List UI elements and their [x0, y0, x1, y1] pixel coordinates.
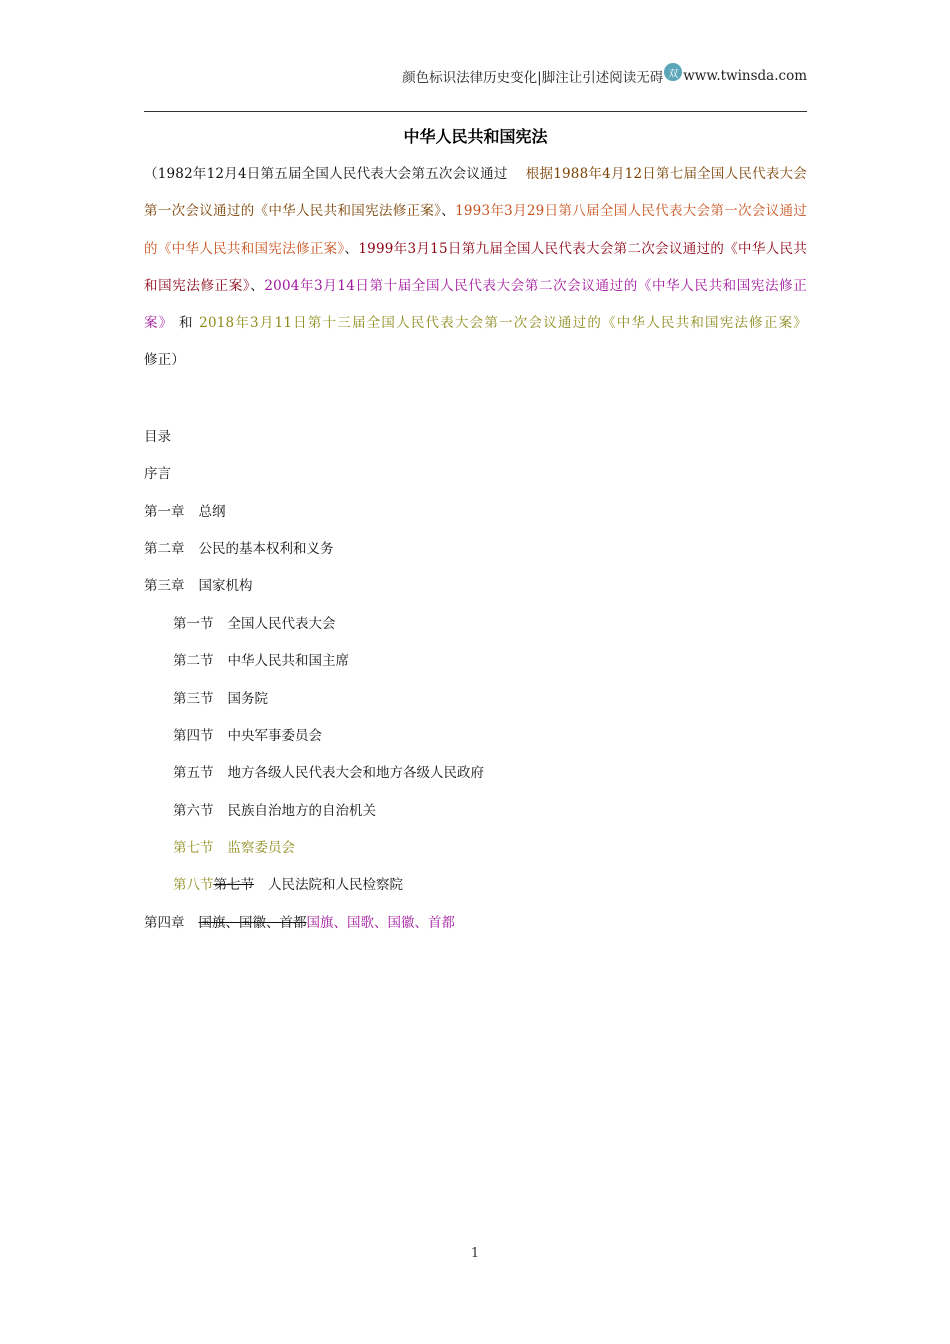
section-number: 第三节: [173, 691, 214, 707]
preamble-1988: 根据1988年4月12日第七届全国人民代表大会第一次会议通过的《中华人民共和国宪法修正案》: [144, 166, 807, 220]
section-title: 国务院: [227, 691, 268, 707]
section-number-new: 第八节: [173, 877, 214, 893]
chapter-title: 国家机构: [198, 578, 253, 594]
header-text: 颜色标识法律历史变化|脚注让引述阅读无碍: [402, 70, 664, 86]
page-number: 1: [470, 1246, 480, 1261]
section-title: 监察委员会: [227, 840, 295, 856]
section-number: 第五节: [173, 765, 214, 781]
preamble-2004: 2004年3月14日第十届全国人民代表大会第二次会议通过的《中华人民共和国宪法修正案》: [144, 277, 807, 332]
toc-section-5: [173, 761, 484, 781]
preamble-1993: 1993年3月29日第八届全国人民代表大会第一次会议通过的《中华人民共和国宪法修正案》: [144, 203, 808, 257]
header-site-link[interactable]: www.twinsda.com: [683, 68, 807, 84]
header-divider: [144, 111, 807, 112]
chapter-number: 第三章: [144, 578, 185, 594]
preamble-1999: 1999年3月15日第九届全国人民代表大会第二次会议通过的《中华人民共和国宪法修正案》: [144, 240, 808, 294]
twinsda-logo-icon: 双: [664, 63, 682, 81]
chapter-title-deleted: 国旗、国徽、首都: [198, 915, 307, 931]
toc-chapter-4: [144, 911, 455, 931]
toc-chapter-3: [144, 574, 253, 594]
toc-section-7: [173, 836, 295, 856]
section-title: 人民法院和人民检察院: [268, 877, 403, 893]
chapter-number: 第一章: [144, 504, 185, 520]
toc-section-8: [173, 873, 403, 893]
section-title: 中央军事委员会: [227, 728, 322, 744]
page-header: [402, 66, 807, 86]
section-title: 中华人民共和国主席: [227, 653, 349, 669]
preamble-sep: 、: [250, 277, 265, 294]
toc-section-4: [173, 724, 322, 744]
toc-section-2: [173, 649, 349, 669]
section-number: 第一节: [173, 616, 214, 632]
toc-section-3: [173, 687, 268, 707]
section-number: 第四节: [173, 728, 214, 744]
toc-chapter-1: [144, 500, 226, 520]
toc-section-6: [173, 799, 376, 819]
document-title: 中华人民共和国宪法: [403, 127, 548, 146]
preamble-sep: 、: [344, 240, 359, 257]
preamble-1982: （1982年12月4日第五届全国人民代表大会第五次会议通过: [144, 166, 508, 182]
section-title: 民族自治地方的自治机关: [227, 803, 376, 819]
section-number-deleted: 第七节: [213, 877, 254, 893]
toc-preface: 序言: [144, 466, 171, 482]
section-number: 第二节: [173, 653, 214, 669]
section-title: 全国人民代表大会: [227, 616, 336, 632]
preamble-end: 修正）: [144, 352, 186, 369]
preamble-sep: 、: [441, 203, 456, 220]
preamble-sep: 和: [178, 315, 194, 332]
section-number: 第六节: [173, 803, 214, 819]
toc-heading: 目录: [144, 429, 171, 445]
chapter-number: 第四章: [144, 915, 185, 931]
chapter-title-new: 国旗、国歌、国徽、首都: [306, 915, 455, 931]
chapter-number: 第二章: [144, 541, 185, 557]
toc-section-1: [173, 612, 336, 632]
toc-chapter-2: [144, 537, 334, 557]
preamble-2018: 2018年3月11日第十三届全国人民代表大会第一次会议通过的《中华人民共和国宪法修正案》: [199, 315, 807, 332]
preamble: [144, 156, 807, 380]
section-number: 第七节: [173, 840, 214, 856]
chapter-title: 公民的基本权利和义务: [198, 541, 334, 557]
chapter-title: 总纲: [198, 504, 226, 520]
section-title: 地方各级人民代表大会和地方各级人民政府: [227, 765, 484, 781]
